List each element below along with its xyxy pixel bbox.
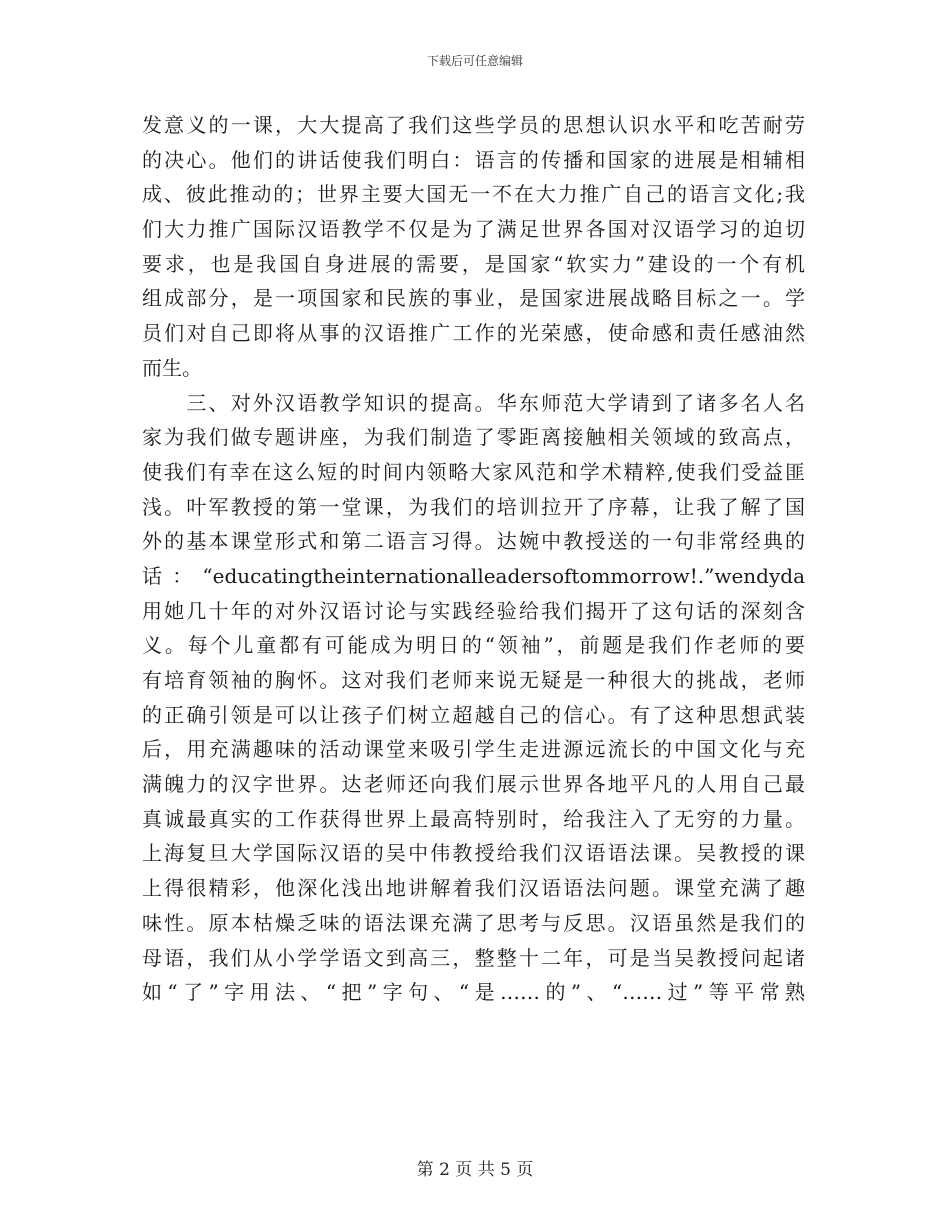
document-body	[142, 108, 805, 1010]
body-line: 话：“educatingtheinternationalleadersoftommorrow!.”wendyda	[142, 563, 805, 588]
body-line: 们大力推广国际汉语教学不仅是为了满足世界各国对汉语学习的迫切	[142, 217, 805, 242]
body-line: 满魄力的汉字世界。达老师还向我们展示世界各地平凡的人用自己最	[142, 772, 805, 797]
body-line: 浅。叶军教授的第一堂课，为我们的培训拉开了序幕，让我了解了国	[142, 494, 805, 519]
body-line-paragraph-end: 而生。	[142, 355, 202, 380]
body-line: 如“了”字用法、“把”字句、“是……的”、“……过”等平常熟	[142, 980, 805, 1005]
body-line: 组成部分，是一项国家和民族的事业，是国家进展战略目标之一。学	[142, 286, 805, 311]
body-line: 味性。原本枯燥乏味的语法课充满了思考与反思。汉语虽然是我们的	[142, 910, 805, 935]
body-line: 的决心。他们的讲话使我们明白：语言的传播和国家的进展是相辅相	[142, 147, 805, 172]
body-line: 发意义的一课，大大提高了我们这些学员的思想认识水平和吃苦耐劳	[142, 113, 805, 137]
body-line: 有培育领袖的胸怀。这对我们老师来说无疑是一种很大的挑战，老师	[142, 668, 805, 692]
body-line: 的正确引领是可以让孩子们树立超越自己的信心。有了这种思想武装	[142, 702, 805, 727]
body-line: 员们对自己即将从事的汉语推广工作的光荣感，使命感和责任感油然	[142, 321, 805, 346]
body-line: 义。每个儿童都有可能成为明日的“领袖”，前题是我们作老师的要	[142, 633, 805, 658]
body-line: 后，用充满趣味的活动课堂来吸引学生走进源远流长的中国文化与充	[142, 737, 805, 762]
page-number-footer: 第 2 页 共 5 页	[416, 1160, 534, 1180]
body-line: 用她几十年的对外汉语讨论与实践经验给我们揭开了这句话的深刻含	[142, 598, 805, 623]
page-header-note: 下载后可任意编辑	[426, 54, 523, 68]
body-line: 要求，也是我国自身进展的需要，是国家“软实力”建设的一个有机	[142, 251, 805, 276]
body-line: 外的基本课堂形式和第二语言习得。达婉中教授送的一句非常经典的	[142, 529, 805, 554]
body-line: 家为我们做专题讲座，为我们制造了零距离接触相关领域的致高点，	[142, 425, 805, 450]
body-line: 母语，我们从小学学语文到高三，整整十二年，可是当吴教授问起诸	[142, 945, 805, 970]
body-line: 成、彼此推动的；世界主要大国无一不在大力推广自己的语言文化;我	[142, 182, 805, 207]
body-line: 使我们有幸在这么短的时间内领略大家风范和学术精粹,使我们受益匪	[142, 459, 805, 484]
body-line-paragraph-start: 三、对外汉语教学知识的提高。华东师范大学请到了诸多名人名	[142, 390, 805, 415]
body-line: 上海复旦大学国际汉语的吴中伟教授给我们汉语语法课。吴教授的课	[142, 841, 805, 866]
body-line: 真诚最真实的工作获得世界上最高特别时，给我注入了无穷的力量。	[142, 806, 805, 831]
body-line: 上得很精彩，他深化浅出地讲解着我们汉语语法问题。课堂充满了趣	[142, 876, 805, 901]
